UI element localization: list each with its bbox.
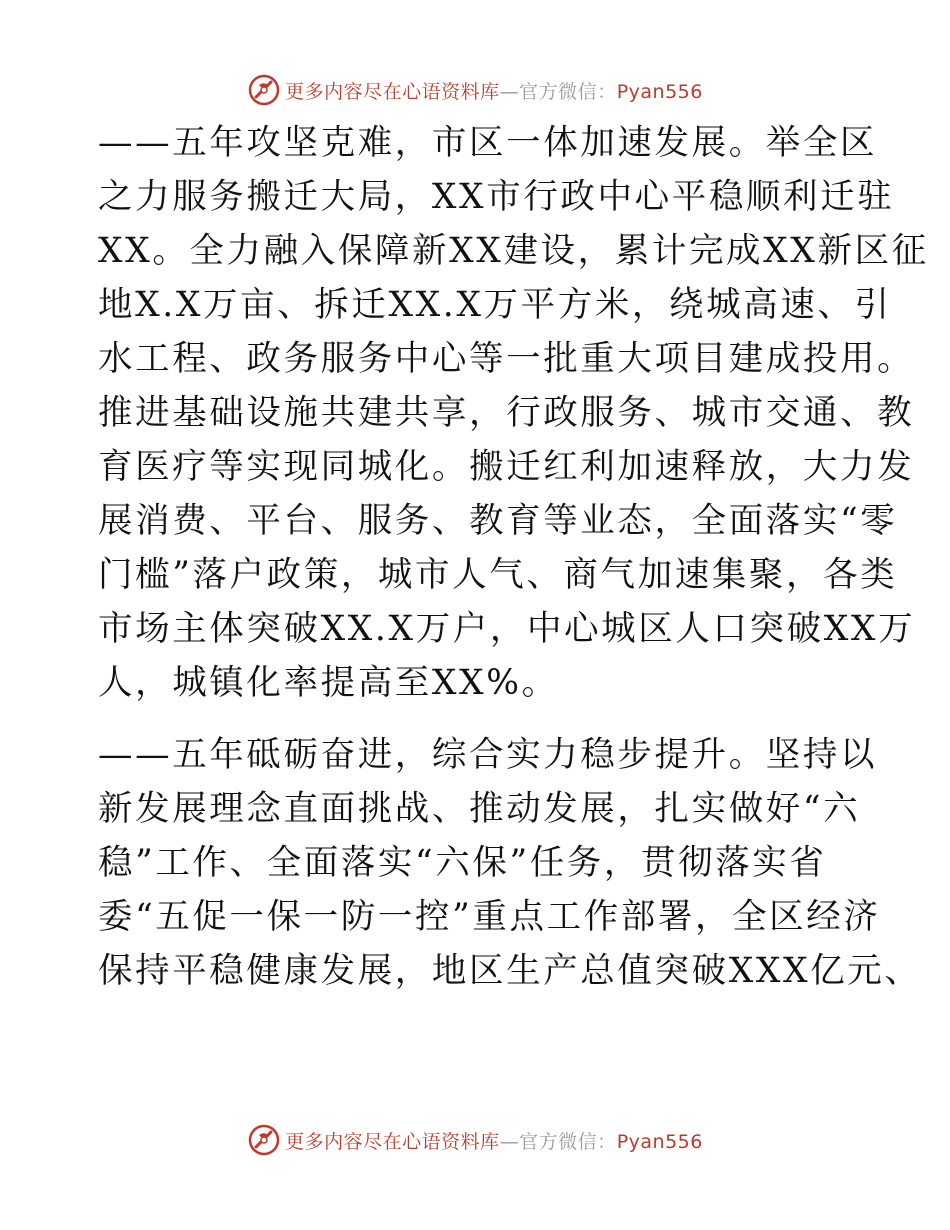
text-line: 委“五促一保一防一控”重点工作部署，全区经济 bbox=[98, 897, 881, 937]
text-line: 育医疗等实现同城化。搬迁红利加速释放，大力发 bbox=[98, 447, 915, 487]
text-line: ——五年攻坚克难，市区一体加速发展。举全区 bbox=[98, 123, 878, 163]
red-seal-logo-icon bbox=[247, 73, 281, 107]
text-line: 水工程、政务服务中心等一批重大项目建成投用。 bbox=[98, 339, 915, 379]
text-line: 地X.X万亩、拆迁XX.X万平方米，绕城高速、引 bbox=[98, 285, 892, 325]
watermark-wechat-label: 官方微信： bbox=[519, 80, 617, 103]
paragraph bbox=[98, 116, 929, 710]
watermark-wechat-id: Pyan556 bbox=[616, 1130, 703, 1153]
watermark-separator: — bbox=[499, 80, 520, 103]
header-watermark bbox=[0, 72, 950, 108]
text-line: 推进基础设施共建共享，行政服务、城市交通、教 bbox=[98, 393, 915, 433]
watermark-separator: — bbox=[499, 1130, 520, 1153]
text-line: 保持平稳健康发展，地区生产总值突破XXX亿元、 bbox=[98, 951, 922, 991]
footer-watermark bbox=[0, 1122, 950, 1158]
text-line: ——五年砥砺奋进，综合实力稳步提升。坚持以 bbox=[98, 735, 878, 775]
text-line: 展消费、平台、服务、教育等业态，全面落实“零 bbox=[98, 501, 898, 541]
watermark-text: 更多内容尽在心语资料库 bbox=[285, 1130, 500, 1153]
watermark-wechat-label: 官方微信： bbox=[519, 1130, 617, 1153]
text-line: 门槛”落户政策，城市人气、商气加速集聚，各类 bbox=[98, 555, 898, 595]
text-line: 之力服务搬迁大局，XX市行政中心平稳顺利迁驻 bbox=[98, 177, 895, 217]
text-line: 稳”工作、全面落实“六保”任务，贯彻落实省 bbox=[98, 843, 827, 883]
paragraph bbox=[98, 728, 922, 998]
text-line: 市场主体突破XX.X万户，中心城区人口突破XX万 bbox=[98, 609, 916, 649]
paragraph-spacer bbox=[98, 710, 858, 728]
red-seal-logo-icon bbox=[247, 1123, 281, 1157]
document-body bbox=[98, 116, 929, 998]
text-line: 人，城镇化率提高至XX%。 bbox=[98, 663, 559, 703]
text-line: 新发展理念直面挑战、推动发展，扎实做好“六 bbox=[98, 789, 861, 829]
watermark-text: 更多内容尽在心语资料库 bbox=[285, 80, 500, 103]
watermark-wechat-id: Pyan556 bbox=[616, 80, 703, 103]
text-line: XX。全力融入保障新XX建设，累计完成XX新区征 bbox=[98, 231, 929, 271]
